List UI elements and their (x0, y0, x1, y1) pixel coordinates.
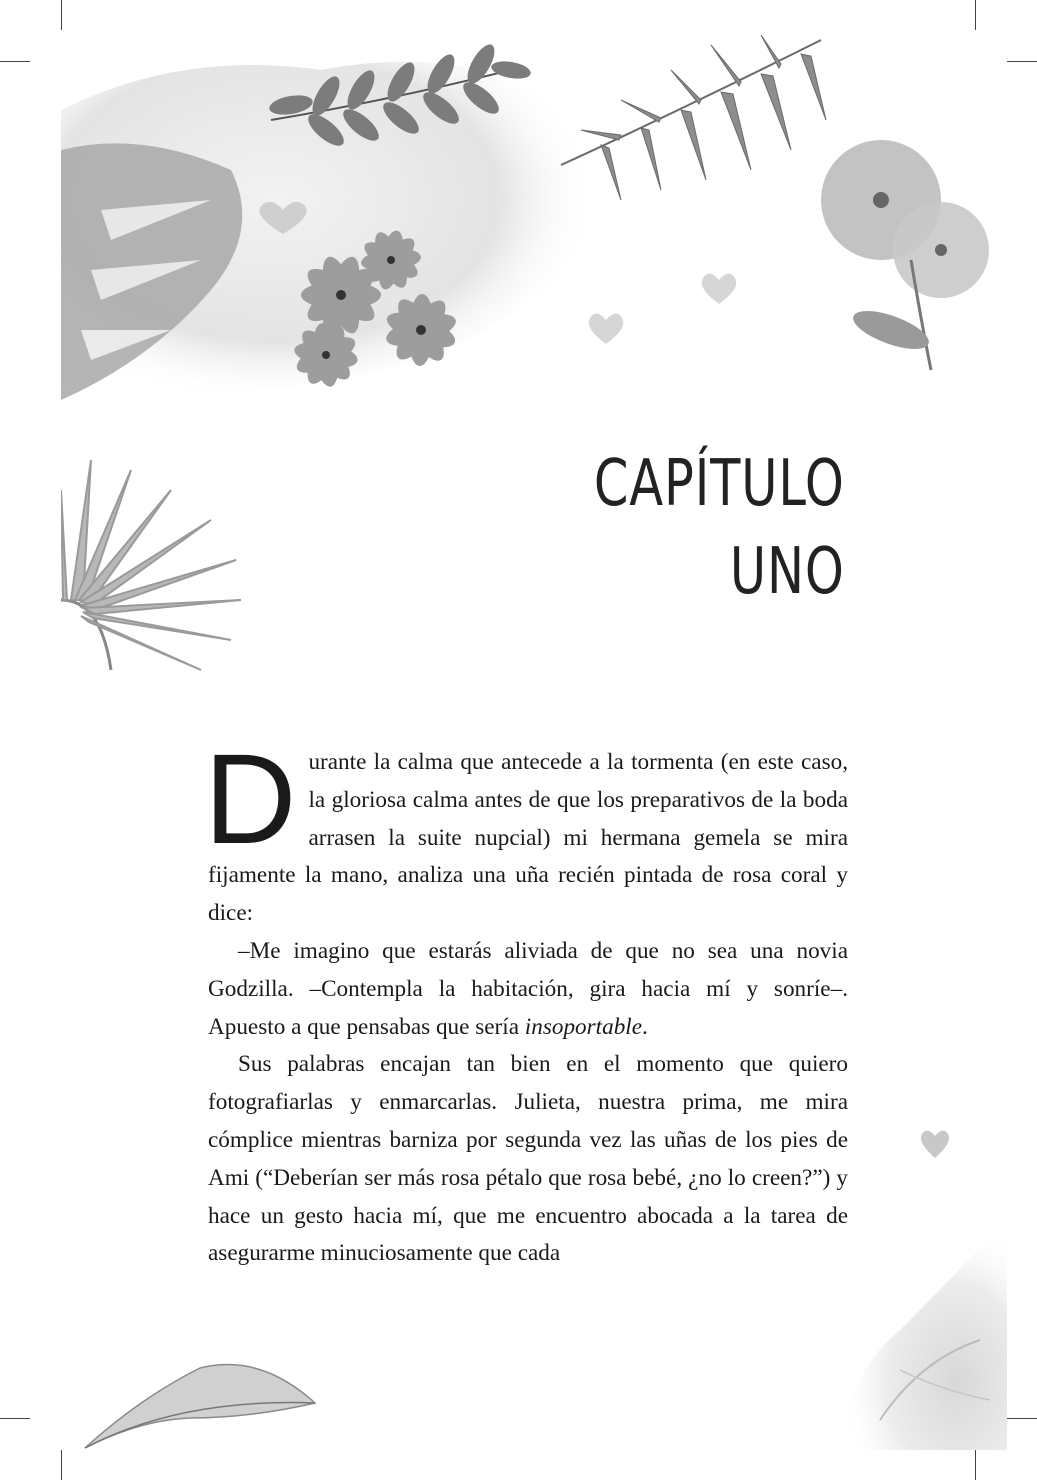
chapter-title-line-1: CAPÍTULO (594, 447, 845, 521)
heart-icon (702, 273, 737, 304)
heart-icon (920, 1128, 950, 1164)
watercolor-wash-bottom-right (840, 1220, 1007, 1450)
paragraph-3 (208, 1046, 848, 1273)
paragraph-2-text: –Me imagino que estarás aliviada de que no sea una novia Godzilla. –Contempla la habitación, gira hacia mí y sonríe–. Apuesto a que pensabas que sería (208, 937, 848, 1040)
palm-frond-icon (561, 35, 826, 200)
hibiscus-flower-icon (821, 140, 989, 370)
chapter-title-line-2: UNO (730, 535, 845, 609)
leaf-bottom-left-illustration (80, 1358, 320, 1450)
crop-mark (1007, 61, 1037, 62)
paragraph-2-end: . (642, 1013, 648, 1040)
floral-header-illustration (61, 30, 1007, 410)
crop-mark (1007, 1418, 1037, 1419)
paragraph-2 (208, 933, 848, 1046)
drop-cap: D (204, 728, 297, 871)
crop-mark (975, 1450, 976, 1480)
chapter-title (594, 440, 845, 616)
crop-mark (0, 61, 30, 62)
crop-mark (0, 1418, 30, 1419)
paragraph-3-text: Sus palabras encajan tan bien en el momento que quiero fotografiarlas y enmarcarlas. Julieta, nuestra prima, me mira cómplice mientras barniza por segunda vez las uñas de los pies de Ami (“Deberían ser más rosa pétalo que rosa bebé, ¿no lo creen?”) y hace un gesto hacia mí, que me encuentro abocada a la tarea de asegurarme minuciosamente que cada (208, 1051, 848, 1267)
heart-icon (589, 313, 624, 344)
paragraph-2-italic: insoportable (524, 1013, 643, 1040)
crop-mark (61, 0, 62, 30)
paragraph-1 (204, 728, 848, 933)
crop-mark (61, 1450, 62, 1480)
palm-leaf-left-illustration (61, 450, 251, 680)
chapter-body-text (204, 728, 848, 1273)
crop-mark (975, 0, 976, 30)
paragraph-1-text: urante la calma que antecede a la tormenta (en este caso, la gloriosa calma antes de que los preparativos de la boda arrasen la suite nupcial) mi hermana gemela se mira fijamente la mano, analiza una uña recién pintada de rosa coral y dice: (208, 749, 848, 927)
